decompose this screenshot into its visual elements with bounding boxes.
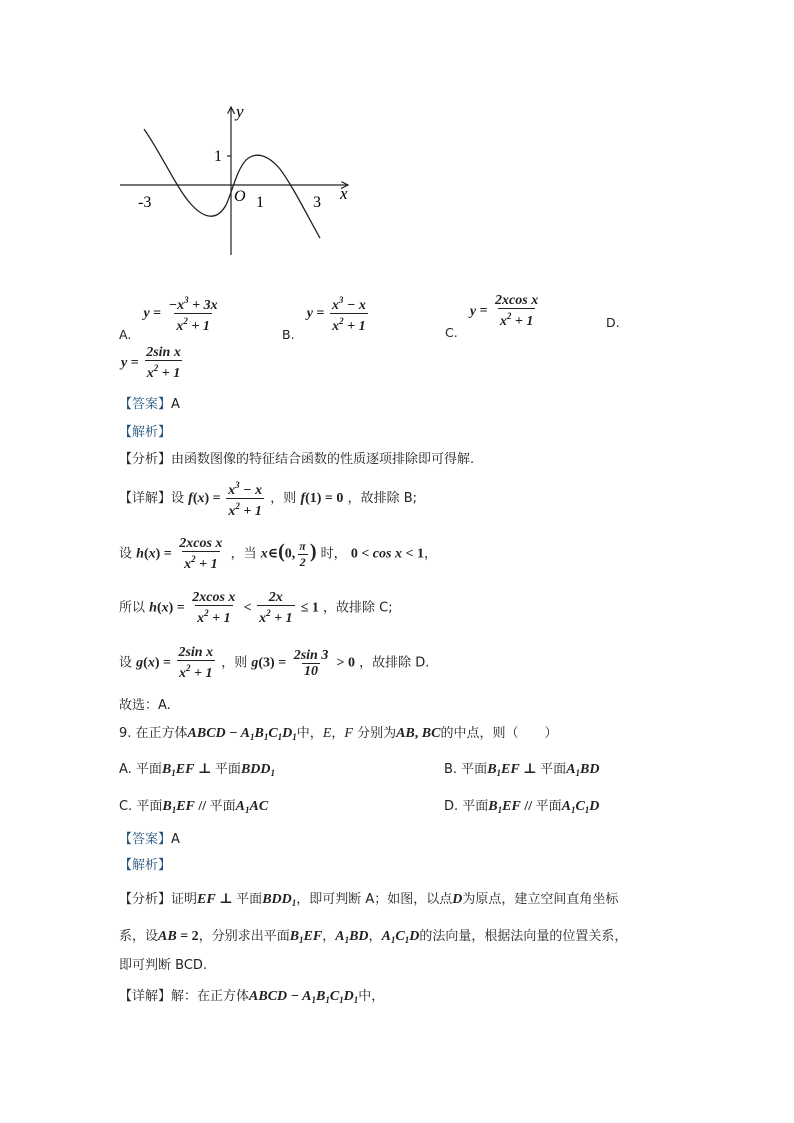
- q9-option-a[interactable]: A. 平面$B_1EF$ ⊥ 平面$BDD_1$: [119, 762, 275, 778]
- q9-stem: 9. 在正方体ABCD − $A_1B_1C_1D_1$中，E，F 分别为AB, BC的中点，则（ ）: [119, 726, 558, 742]
- function-curve: [144, 129, 320, 238]
- tick-neg3: -3: [138, 194, 152, 211]
- tick-1-x: 1: [256, 194, 264, 211]
- q9-fenxi-2: 系，设AB = 2，分别求出平面$B_1EF$，$A_1BD$，$A_1C_1D$的法向量，根据法向量的位置关系，: [119, 929, 628, 945]
- formula-8d: y = $\frac{\text{2sin x}}{x^2 + 1}$: [121, 345, 181, 381]
- origin-label: O: [234, 188, 246, 205]
- q8-answer: 【答案】A: [119, 397, 180, 412]
- tick-3: 3: [313, 194, 321, 211]
- q9-option-d[interactable]: D. 平面$B_1EF$ // 平面$A_1C_1D$: [444, 799, 600, 815]
- tick-1-y: 1: [214, 148, 222, 165]
- x-axis-label: x: [340, 184, 348, 203]
- q8-detail-3: 所以 h(x) = $\frac{\text{2xcos x}}{x^2 + 1}$ < $\frac{2x}{x^2 + 1}$ ≤ 1 ，故排除 C;: [119, 590, 393, 626]
- q8-detail-1: 【详解】设 f(x) = $\frac{x^3 - x}{x^2 + 1}$ ，则 f(1) = 0 ，故排除 B;: [119, 480, 417, 519]
- option-8b[interactable]: B. y = $\frac{x^3 - x}{x^2 + 1}$: [282, 295, 366, 342]
- q9-answer: 【答案】A: [119, 832, 180, 847]
- y-axis-label: y: [236, 102, 244, 121]
- formula-8a: $\frac{-x^3 + 3x}{x^2 + 1}$: [168, 295, 218, 334]
- q9-detail: 【详解】解：在正方体ABCD − $A_1B_1C_1D_1$中，: [119, 989, 385, 1005]
- formula-8c: $\frac{\text{2xcos x}}{x^2 + 1}$: [495, 293, 539, 329]
- q8-jiexi: 【解析】: [119, 425, 172, 440]
- q8-fenxi: 【分析】由函数图像的特征结合函数的性质逐项排除即可得解.: [119, 452, 475, 467]
- q9-jiexi: 【解析】: [119, 858, 172, 873]
- q9-option-c[interactable]: C. 平面$B_1EF$ // 平面$A_1AC$: [119, 799, 269, 815]
- function-graph: [110, 95, 370, 265]
- q9-fenxi-1: 【分析】证明EF ⊥ 平面$BDD_1$，即可判断 A；如图，以点D为原点，建立空间直角坐标: [119, 892, 619, 908]
- option-8c[interactable]: C. y = $\frac{\text{2xcos x}}{x^2 + 1}$: [445, 293, 539, 340]
- option-8d[interactable]: D.: [606, 315, 620, 330]
- formula-8b: $\frac{x^3 - x}{x^2 + 1}$: [331, 295, 366, 334]
- q8-conclusion: 故选：A.: [119, 698, 171, 713]
- q9-option-b[interactable]: B. 平面$B_1EF$ ⊥ 平面$A_1BD$: [444, 762, 600, 778]
- option-8a[interactable]: A. y = $\frac{-x^3 + 3x}{x^2 + 1}$: [119, 295, 218, 342]
- q8-detail-2: 设 h(x) = $\frac{\text{2xcos x}}{x^2 + 1}$ ，当 x∈(0, $\frac{\pi}{2}$ ) 时， 0 < cos x < 1，: [119, 536, 437, 572]
- q9-fenxi-3: 即可判断 BCD.: [119, 958, 208, 973]
- q8-detail-4: 设 g(x) = $\frac{\text{2sin x}}{x^2 + 1}$ ，则 g(3) = $\frac{2\sin 3}{10}$ > 0 ，故排除 D.: [119, 645, 430, 681]
